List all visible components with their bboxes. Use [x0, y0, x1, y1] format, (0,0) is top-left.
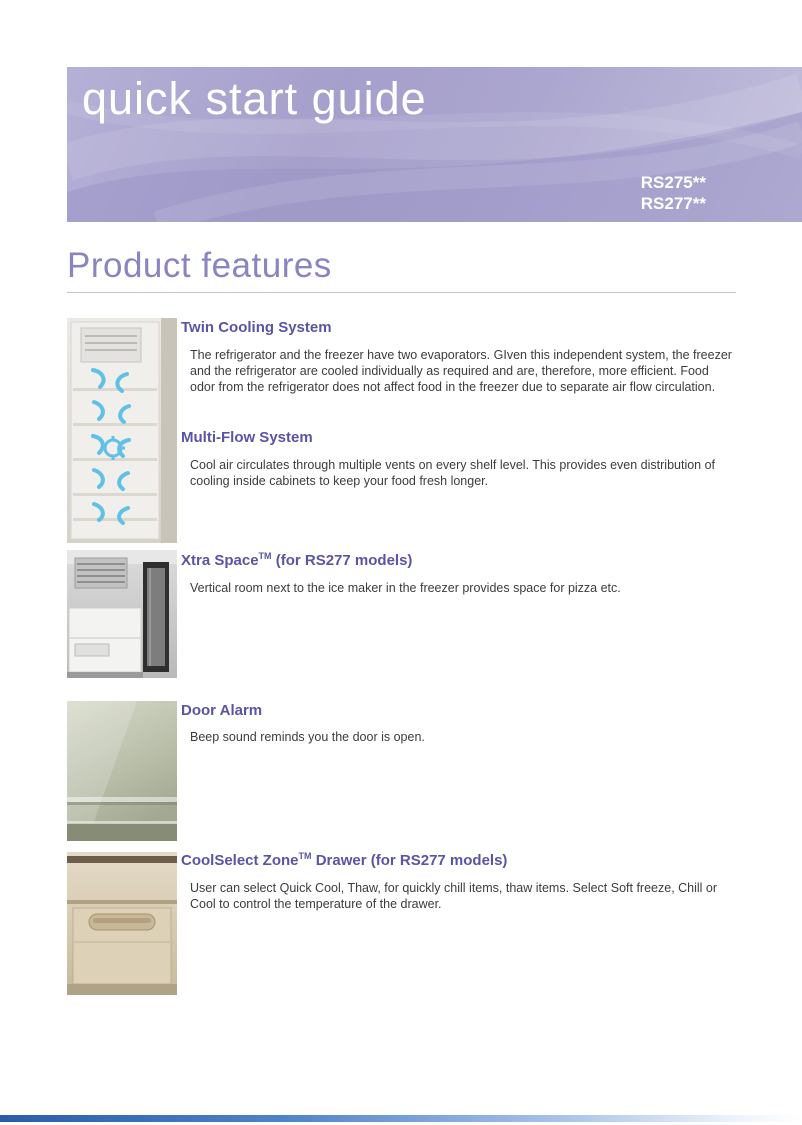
model-number-rs275: RS275** [640, 173, 706, 192]
feature-title-coolselect-zone [181, 851, 507, 869]
model-number-rs277: RS277** [640, 194, 706, 213]
coolselect-zone-image [67, 852, 177, 995]
footer-gradient-bar [0, 1115, 802, 1122]
trademark-superscript: TM [258, 551, 272, 561]
feature-body-multi-flow: Cool air circulates through multiple vents on every shelf level. This provides even distribution of cooling inside cabinets to keep your food fresh longer. [190, 458, 716, 488]
feature-title-suffix: Drawer (for RS277 models) [311, 852, 508, 869]
feature-title-twin-cooling [181, 319, 332, 336]
banner-title: quick start guide [82, 73, 427, 124]
feature-title-text: Multi-Flow System [181, 429, 313, 446]
feature-body-xtra-space: Vertical room next to the ice maker in the freezer provides space for pizza etc. [190, 581, 621, 595]
model-numbers [641, 172, 706, 214]
feature-title-xtra-space [181, 551, 412, 569]
feature-body-coolselect-zone: User can select Quick Cool, Thaw, for quickly chill items, thaw items. Select Soft freeze, Chill or Cool to control the temperature of the drawer. [190, 881, 718, 911]
feature-title-text: CoolSelect Zone [181, 852, 299, 869]
feature-title-suffix: (for RS277 models) [271, 552, 413, 569]
twin-cooling-image [67, 318, 177, 543]
feature-title-multi-flow [181, 429, 313, 446]
top-banner [67, 67, 802, 222]
feature-body-twin-cooling: The refrigerator and the freezer have two evaporators. GIven this independent system, the freezer and the refrigerator are cooled individually as required and are, therefore, more efficient. Food odor from the refrigerator does not affect food in the freezer due to separate air flow circulation. [190, 348, 732, 394]
feature-title-text: Xtra Space [181, 552, 259, 569]
page-title: Product features [67, 246, 332, 285]
feature-title-text: Door Alarm [181, 702, 263, 719]
title-divider [67, 292, 736, 293]
door-alarm-image [67, 701, 177, 841]
xtra-space-image [67, 550, 177, 678]
feature-title-door-alarm [181, 702, 262, 719]
feature-body-door-alarm: Beep sound reminds you the door is open. [190, 730, 425, 744]
trademark-superscript: TM [298, 851, 312, 861]
feature-title-text: Twin Cooling System [181, 319, 332, 336]
